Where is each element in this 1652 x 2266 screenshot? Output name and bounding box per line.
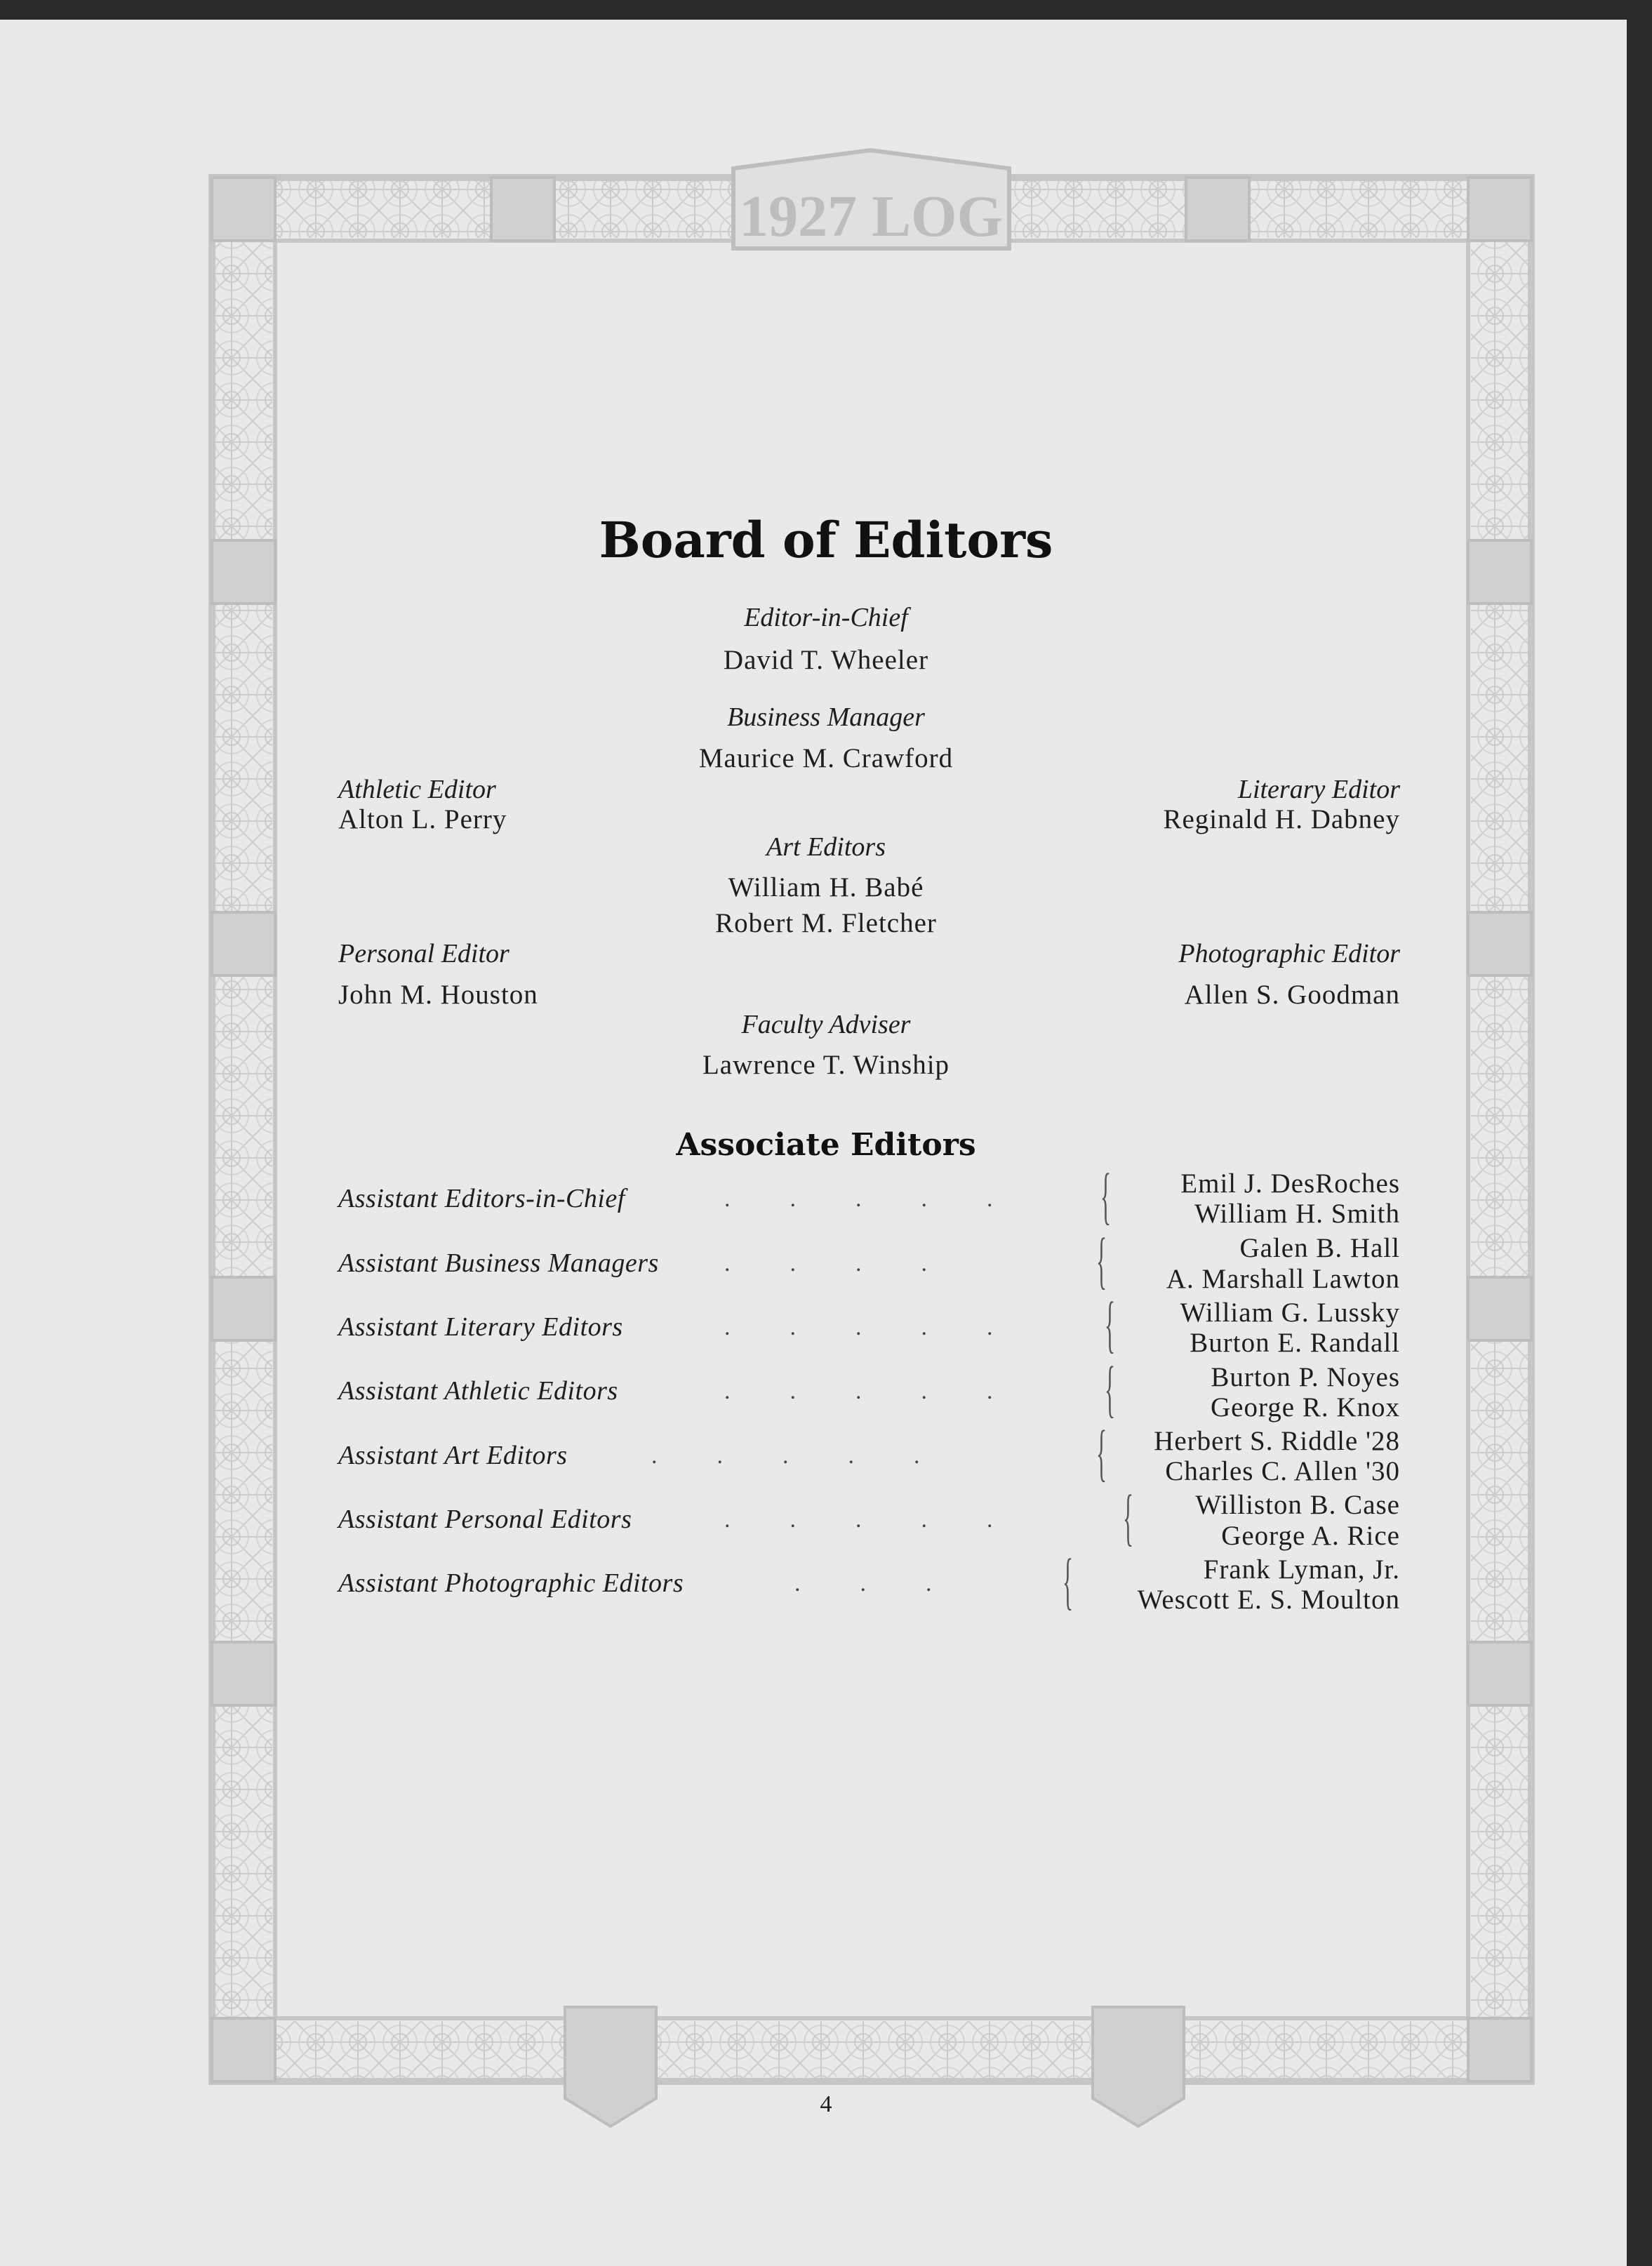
associate-name: George A. Rice	[1221, 1521, 1400, 1551]
editor-in-chief-role: Editor-in-Chief	[744, 603, 908, 632]
associate-role: Assistant Business Managers	[338, 1248, 659, 1278]
associate-role: Assistant Art Editors	[338, 1441, 568, 1470]
associate-name: Frank Lyman, Jr.	[1203, 1554, 1400, 1585]
brace: {	[1100, 1161, 1112, 1231]
brace: {	[1096, 1418, 1107, 1488]
leader-dots: . . . . .	[724, 1186, 993, 1212]
associate-name: Herbert S. Riddle '28	[1154, 1426, 1400, 1456]
photographic-editor-role: Photographic Editor	[1178, 939, 1400, 968]
leader-dots: . . . .	[724, 1251, 927, 1277]
page-number: 4	[820, 2091, 832, 2117]
associate-name: William H. Smith	[1194, 1199, 1400, 1229]
associate-role: Assistant Literary Editors	[338, 1312, 623, 1342]
business-manager-name: Maurice M. Crawford	[698, 743, 954, 773]
athletic-editor-name: Alton L. Perry	[338, 804, 507, 834]
brace: {	[1123, 1483, 1134, 1552]
brace: {	[1063, 1547, 1074, 1616]
associate-name: Burton P. Noyes	[1211, 1362, 1400, 1392]
associate-role: Assistant Personal Editors	[338, 1505, 632, 1534]
associate-name: Galen B. Hall	[1239, 1233, 1400, 1263]
literary-editor-role: Literary Editor	[1237, 775, 1400, 804]
editor-in-chief-name: David T. Wheeler	[723, 645, 929, 675]
personal-editor-role: Personal Editor	[338, 939, 509, 968]
athletic-editor-role: Athletic Editor	[338, 775, 496, 804]
associate-role: Assistant Photographic Editors	[338, 1568, 684, 1598]
leader-dots: . . . . .	[724, 1378, 993, 1404]
leader-dots: . . . . .	[724, 1314, 993, 1340]
banner-text: 1927 LOG	[739, 184, 1003, 249]
associate-name: A. Marshall Lawton	[1166, 1264, 1400, 1294]
associate-name: Emil J. DesRoches	[1180, 1168, 1400, 1199]
associate-name: Burton E. Randall	[1190, 1328, 1400, 1358]
leader-dots: . . . . .	[651, 1443, 920, 1469]
art-editor-name: Robert M. Fletcher	[715, 908, 937, 938]
associate-name: Williston B. Case	[1195, 1490, 1400, 1520]
associate-role: Assistant Athletic Editors	[338, 1376, 618, 1406]
business-manager-role: Business Manager	[727, 702, 925, 732]
literary-editor-name: Reginald H. Dabney	[1163, 804, 1400, 834]
associate-editors-heading: Associate Editors	[676, 1127, 976, 1163]
leader-dots: . . .	[794, 1571, 932, 1597]
art-editor-name: William H. Babé	[728, 872, 924, 902]
associate-role: Assistant Editors-in-Chief	[338, 1184, 625, 1213]
leader-dots: . . . . .	[724, 1507, 993, 1533]
page-title: Board of Editors	[599, 511, 1053, 569]
brace: {	[1096, 1226, 1107, 1295]
associate-name: Wescott E. S. Moulton	[1137, 1585, 1400, 1615]
associate-name: George R. Knox	[1211, 1392, 1400, 1422]
associate-name: Charles C. Allen '30	[1165, 1456, 1400, 1486]
photographic-editor-name: Allen S. Goodman	[1184, 980, 1400, 1010]
brace: {	[1105, 1354, 1116, 1424]
personal-editor-name: John M. Houston	[338, 980, 538, 1010]
faculty-adviser-name: Lawrence T. Winship	[702, 1050, 950, 1080]
faculty-adviser-role: Faculty Adviser	[741, 1010, 911, 1039]
associate-name: William G. Lussky	[1180, 1298, 1400, 1328]
brace: {	[1105, 1290, 1116, 1359]
art-editors-role: Art Editors	[766, 832, 886, 862]
